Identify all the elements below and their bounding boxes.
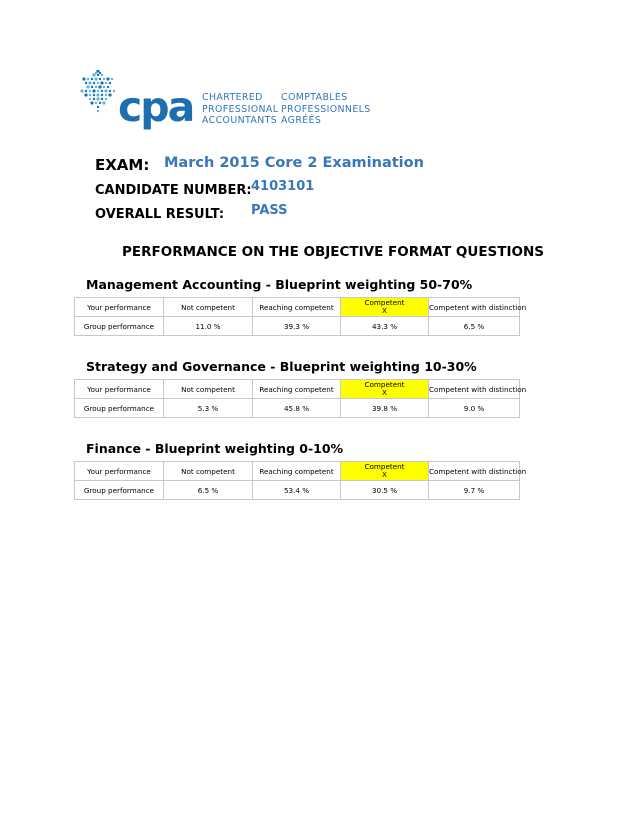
leaf-dot [88, 81, 91, 84]
table-cell: Your performance [75, 380, 164, 399]
leaf-dot [105, 94, 107, 96]
leaf-dot [99, 102, 101, 104]
table-cell: Reaching competent [253, 298, 341, 317]
table-cell: Your performance [75, 298, 164, 317]
table-cell: Reaching competent [253, 462, 341, 481]
table-cell: Your performance [75, 462, 164, 481]
highlighted-cell: Competent X [341, 380, 429, 399]
exam-label: EXAM: [95, 156, 150, 174]
leaf-dot [103, 78, 105, 80]
leaf-dot [93, 98, 95, 100]
block-title-finance: Finance - Blueprint weighting 0-10% [86, 441, 344, 456]
leaf-dot [103, 86, 105, 88]
leaf-dot [113, 90, 115, 92]
block-title-management-accounting: Management Accounting - Blueprint weighting 50-70% [86, 277, 473, 292]
leaf-dot [80, 89, 83, 92]
logo-french-text: COMPTABLES PROFESSIONNELS AGRÉÉS [281, 92, 371, 126]
table-row [75, 399, 520, 418]
table-cell: 6.5 % [429, 317, 520, 336]
leaf-dot [100, 81, 103, 84]
table-cell: Not competent [164, 380, 253, 399]
leaf-dot [92, 73, 95, 76]
leaf-dot [101, 74, 103, 76]
table-cell: Competent with distinction [429, 380, 520, 399]
table-cell: 45.8 % [253, 399, 341, 418]
leaf-dot [105, 98, 107, 100]
leaf-dot [95, 86, 97, 88]
table-cell: 43.3 % [341, 317, 429, 336]
exam-row [95, 155, 424, 174]
leaf-dot [85, 90, 87, 92]
leaf-dot [91, 86, 93, 88]
leaf-dot [96, 93, 99, 96]
leaf-dot [101, 94, 103, 96]
leaf-dot [102, 101, 105, 104]
table-row [75, 462, 520, 481]
leaf-dot [92, 89, 95, 92]
table-cell: Competent with distinction [429, 462, 520, 481]
leaf-dot [90, 101, 93, 104]
leaf-dot [97, 110, 99, 112]
logo-english-text: CHARTERED PROFESSIONAL ACCOUNTANTS [202, 92, 279, 126]
candidate-row [95, 179, 315, 198]
leaf-dot [109, 90, 111, 92]
table-row [75, 317, 520, 336]
leaf-dot [89, 90, 91, 92]
section-title: PERFORMANCE ON THE OBJECTIVE FORMAT QUESTIONS [122, 244, 544, 260]
leaf-dot [108, 93, 111, 96]
logo-wordmark: cpa [118, 83, 194, 131]
leaf-dot [93, 94, 95, 96]
table-row [75, 380, 520, 399]
table-cell: Group performance [75, 399, 164, 418]
leaf-dot [107, 86, 109, 88]
leaf-dot [84, 93, 87, 96]
result-row [95, 203, 288, 222]
leaf-dot [82, 77, 85, 80]
leaf-dot [101, 98, 103, 100]
table-cell: Group performance [75, 481, 164, 500]
table-cell: 9.7 % [429, 481, 520, 500]
result-label: OVERALL RESULT: [95, 207, 225, 222]
table-cell: 53.4 % [253, 481, 341, 500]
maple-leaf-dots-icon [78, 70, 118, 114]
leaf-dot [101, 90, 103, 92]
leaf-dot [87, 78, 89, 80]
result-value: PASS [251, 203, 288, 218]
leaf-dot [97, 90, 99, 92]
table-cell: Not competent [164, 298, 253, 317]
leaf-dot [85, 82, 87, 84]
highlighted-cell: Competent X [341, 462, 429, 481]
table-cell: 9.0 % [429, 399, 520, 418]
leaf-dot [95, 72, 97, 74]
exam-value: March 2015 Core 2 Examination [164, 155, 424, 171]
table-cell: 39.8 % [341, 399, 429, 418]
table-cell: 6.5 % [164, 481, 253, 500]
leaf-dot [95, 102, 97, 104]
leaf-dot [104, 89, 107, 92]
highlighted-cell: Competent X [341, 298, 429, 317]
table-cell: 30.5 % [341, 481, 429, 500]
leaf-dot [109, 82, 111, 84]
performance-table-finance [74, 461, 527, 500]
leaf-dot [89, 94, 91, 96]
candidate-label: CANDIDATE NUMBER: [95, 183, 252, 198]
leaf-dot [97, 74, 99, 76]
leaf-dot [97, 82, 99, 84]
table-cell: Reaching competent [253, 380, 341, 399]
cpa-logo [78, 70, 378, 132]
table-row [75, 298, 520, 317]
leaf-dot [98, 85, 101, 88]
leaf-dot [99, 72, 101, 74]
leaf-dot [91, 78, 93, 80]
leaf-dot [86, 85, 89, 88]
performance-table-management-accounting [74, 297, 527, 336]
table-cell: Group performance [75, 317, 164, 336]
leaf-dot [89, 98, 91, 100]
performance-table-strategy-governance [74, 379, 527, 418]
leaf-dot [99, 78, 101, 80]
table-cell: 11.0 % [164, 317, 253, 336]
leaf-dot [94, 77, 97, 80]
table-cell: 5.3 % [164, 399, 253, 418]
table-cell: Not competent [164, 462, 253, 481]
table-cell: Competent with distinction [429, 298, 520, 317]
leaf-dot [96, 97, 99, 100]
leaf-dot [105, 82, 107, 84]
leaf-dot [93, 82, 95, 84]
candidate-value: 4103101 [251, 179, 315, 194]
leaf-dot [111, 78, 113, 80]
table-row [75, 481, 520, 500]
table-cell: 39.3 % [253, 317, 341, 336]
block-title-strategy-governance: Strategy and Governance - Blueprint weighting 10-30% [86, 359, 477, 374]
leaf-dot [97, 106, 99, 108]
leaf-dot [106, 77, 109, 80]
